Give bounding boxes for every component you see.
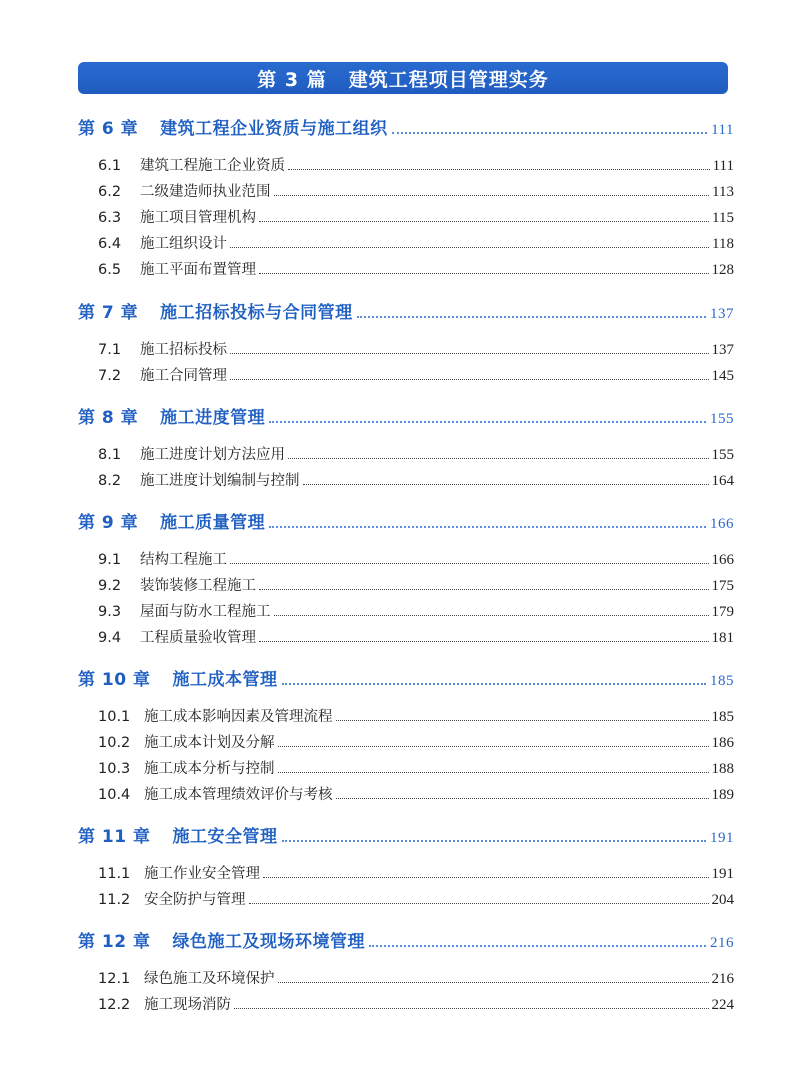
- section-page: 191: [711, 866, 734, 882]
- section-number: 8.1: [98, 447, 122, 463]
- section-entry[interactable]: [78, 731, 734, 757]
- dot-leader: [288, 458, 709, 459]
- section-number: 10.3: [98, 761, 131, 777]
- section-title: 施工平面布置管理: [140, 262, 256, 278]
- chapter-entry: [78, 822, 734, 914]
- section-entry[interactable]: [78, 469, 734, 495]
- section-entry[interactable]: [78, 862, 734, 888]
- dot-leader: [278, 772, 709, 773]
- section-entry[interactable]: [78, 888, 734, 914]
- section-title: 施工进度计划编制与控制: [140, 473, 300, 489]
- section-number: 8.2: [98, 473, 122, 489]
- section-entry[interactable]: [78, 757, 734, 783]
- part-title: 建筑工程项目管理实务: [348, 68, 549, 91]
- section-page: 186: [711, 735, 734, 751]
- section-page: 175: [711, 578, 734, 594]
- chapter-number: 第 12 章: [78, 932, 151, 952]
- dot-leader: [259, 273, 709, 274]
- section-entry[interactable]: [78, 783, 734, 809]
- chapter-page: 216: [710, 935, 734, 951]
- chapter-heading[interactable]: [78, 822, 734, 850]
- section-title: 施工现场消防: [144, 997, 231, 1013]
- part-banner: [78, 62, 728, 94]
- section-number: 6.5: [98, 262, 122, 278]
- chapter-page: 191: [710, 830, 734, 846]
- section-entry[interactable]: [78, 626, 734, 652]
- section-page: 137: [711, 342, 734, 358]
- chapter-title: 施工招标投标与合同管理: [160, 303, 353, 323]
- chapter-heading[interactable]: [78, 114, 734, 142]
- section-page: 115: [712, 210, 734, 226]
- section-number: 10.2: [98, 735, 131, 751]
- chapter-entry: [78, 298, 734, 390]
- section-title: 施工招标投标: [140, 342, 227, 358]
- section-number: 11.2: [98, 892, 131, 908]
- section-page: 188: [711, 761, 734, 777]
- section-number: 9.4: [98, 630, 122, 646]
- chapter-page: 185: [710, 673, 734, 689]
- dot-leader: [263, 877, 709, 878]
- dot-leader: [303, 484, 709, 485]
- section-page: 128: [711, 262, 734, 278]
- section-number: 9.2: [98, 578, 122, 594]
- chapter-number: 第 7 章: [78, 303, 139, 323]
- dot-leader: [288, 169, 710, 170]
- section-entry[interactable]: [78, 705, 734, 731]
- section-number: 10.4: [98, 787, 131, 803]
- chapter-entry: [78, 114, 734, 284]
- section-page: 118: [712, 236, 734, 252]
- dot-leader: [249, 903, 709, 904]
- dot-leader: [259, 221, 709, 222]
- section-title: 绿色施工及环境保护: [144, 971, 275, 987]
- section-entry[interactable]: [78, 967, 734, 993]
- dot-leader: [278, 746, 709, 747]
- dot-leader: [357, 316, 706, 318]
- chapter-title: 施工成本管理: [172, 670, 278, 690]
- dot-leader: [274, 195, 710, 196]
- dot-leader: [369, 945, 706, 947]
- dot-leader: [234, 1008, 709, 1009]
- section-page: 204: [711, 892, 734, 908]
- section-list: [78, 862, 734, 914]
- section-entry[interactable]: [78, 364, 734, 390]
- dot-leader: [278, 982, 709, 983]
- section-page: 111: [712, 158, 734, 174]
- section-entry[interactable]: [78, 443, 734, 469]
- section-page: 224: [711, 997, 734, 1013]
- dot-leader: [282, 683, 707, 685]
- section-title: 屋面与防水工程施工: [140, 604, 271, 620]
- section-entry[interactable]: [78, 258, 734, 284]
- chapter-number: 第 10 章: [78, 670, 151, 690]
- dot-leader: [259, 589, 709, 590]
- section-number: 9.3: [98, 604, 122, 620]
- chapter-title: 绿色施工及现场环境管理: [172, 932, 365, 952]
- chapter-title: 施工进度管理: [160, 408, 266, 428]
- chapter-page: 166: [710, 516, 734, 532]
- dot-leader: [336, 720, 709, 721]
- section-page: 216: [711, 971, 734, 987]
- chapter-entry: [78, 403, 734, 495]
- chapter-number: 第 6 章: [78, 119, 139, 139]
- chapter-page: 137: [710, 306, 734, 322]
- section-page: 181: [711, 630, 734, 646]
- section-entry[interactable]: [78, 154, 734, 180]
- section-entry[interactable]: [78, 338, 734, 364]
- section-title: 结构工程施工: [140, 552, 227, 568]
- section-number: 6.2: [98, 184, 122, 200]
- section-page: 155: [711, 447, 734, 463]
- section-number: 9.1: [98, 552, 122, 568]
- section-title: 施工成本管理绩效评价与考核: [144, 787, 333, 803]
- section-title: 施工作业安全管理: [144, 866, 260, 882]
- section-title: 施工合同管理: [140, 368, 227, 384]
- chapter-number: 第 9 章: [78, 513, 139, 533]
- dot-leader: [230, 247, 709, 248]
- section-page: 166: [711, 552, 734, 568]
- section-number: 12.2: [98, 997, 131, 1013]
- section-entry[interactable]: [78, 600, 734, 626]
- dot-leader: [282, 840, 707, 842]
- section-title: 施工进度计划方法应用: [140, 447, 285, 463]
- chapter-heading[interactable]: [78, 403, 734, 431]
- section-title: 工程质量验收管理: [140, 630, 256, 646]
- dot-leader: [336, 798, 709, 799]
- section-entry[interactable]: [78, 574, 734, 600]
- section-page: 113: [712, 184, 734, 200]
- chapter-title: 建筑工程企业资质与施工组织: [160, 119, 388, 139]
- section-number: 6.4: [98, 236, 122, 252]
- section-list: [78, 443, 734, 495]
- section-title: 施工组织设计: [140, 236, 227, 252]
- chapter-entry: [78, 665, 734, 809]
- section-number: 10.1: [98, 709, 131, 725]
- chapter-heading[interactable]: [78, 298, 734, 326]
- chapter-heading[interactable]: [78, 927, 734, 955]
- section-list: [78, 705, 734, 809]
- dot-leader: [230, 353, 709, 354]
- dot-leader: [230, 563, 709, 564]
- section-page: 145: [711, 368, 734, 384]
- section-title: 建筑工程施工企业资质: [140, 158, 285, 174]
- section-list: [78, 154, 734, 284]
- section-number: 11.1: [98, 866, 131, 882]
- section-number: 6.1: [98, 158, 122, 174]
- chapter-number: 第 8 章: [78, 408, 139, 428]
- section-entry[interactable]: [78, 232, 734, 258]
- section-number: 12.1: [98, 971, 131, 987]
- section-entry[interactable]: [78, 993, 734, 1019]
- section-title: 二级建造师执业范围: [140, 184, 271, 200]
- chapter-page: 155: [710, 411, 734, 427]
- dot-leader: [269, 526, 706, 528]
- dot-leader: [274, 615, 709, 616]
- section-entry[interactable]: [78, 548, 734, 574]
- chapter-heading[interactable]: [78, 508, 734, 536]
- dot-leader: [230, 379, 709, 380]
- chapter-number: 第 11 章: [78, 827, 151, 847]
- section-number: 6.3: [98, 210, 122, 226]
- chapter-title: 施工安全管理: [172, 827, 278, 847]
- section-title: 施工成本计划及分解: [144, 735, 275, 751]
- section-entry[interactable]: [78, 206, 734, 232]
- dot-leader: [259, 641, 709, 642]
- dot-leader: [269, 421, 706, 423]
- section-title: 装饰装修工程施工: [140, 578, 256, 594]
- section-title: 安全防护与管理: [144, 892, 246, 908]
- section-page: 185: [711, 709, 734, 725]
- section-page: 179: [711, 604, 734, 620]
- section-number: 7.1: [98, 342, 122, 358]
- part-number: 第 3 篇: [257, 68, 327, 91]
- chapter-entry: [78, 927, 734, 1019]
- section-list: [78, 967, 734, 1019]
- section-list: [78, 548, 734, 652]
- section-title: 施工成本分析与控制: [144, 761, 275, 777]
- section-page: 164: [711, 473, 734, 489]
- section-title: 施工项目管理机构: [140, 210, 256, 226]
- section-list: [78, 338, 734, 390]
- dot-leader: [392, 132, 707, 134]
- section-page: 189: [711, 787, 734, 803]
- section-number: 7.2: [98, 368, 122, 384]
- section-entry[interactable]: [78, 180, 734, 206]
- chapter-heading[interactable]: [78, 665, 734, 693]
- chapter-title: 施工质量管理: [160, 513, 266, 533]
- chapter-page: 111: [711, 122, 734, 138]
- chapter-entry: [78, 508, 734, 652]
- section-title: 施工成本影响因素及管理流程: [144, 709, 333, 725]
